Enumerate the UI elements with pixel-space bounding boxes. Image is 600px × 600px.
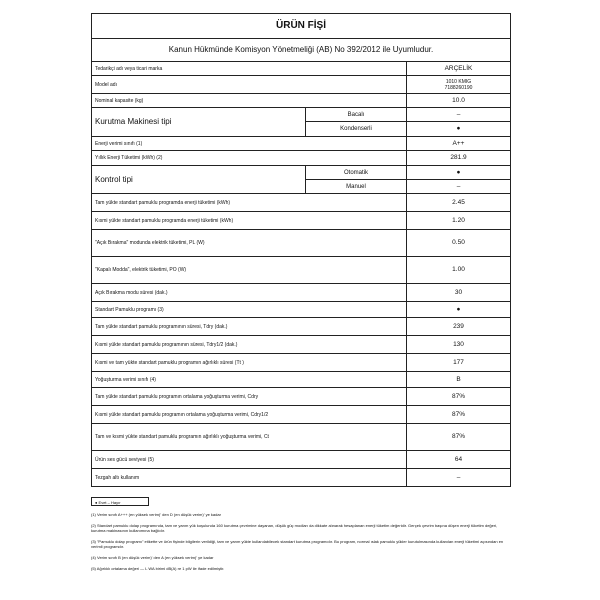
control-type-manual-value: –: [407, 180, 511, 194]
energy-class-label: Enerji verimi sınıfı (1): [92, 137, 407, 151]
annual-energy-value: 281.9: [407, 151, 511, 166]
footnote: (2) Standart pamuklu dolap programında, tam ve yarım yük koşulunda 160 kurutma çevrimine dayanan, düşük güç modları da dikkate alınarak hesaplanan enerji tüketim değeridir. Gerçek çevrim başına düşen enerji tüketim değeri, kurutma makinasının kullanımına bağlıdır.: [91, 523, 498, 533]
model-value: [407, 76, 511, 94]
energy-class-value: A++: [407, 137, 511, 151]
supplier-label: Tedarikçi adı veya ticari marka: [92, 62, 407, 76]
product-fiche: [91, 13, 510, 487]
control-type-auto-label: Otomatik: [306, 166, 407, 180]
partial-load-energy-value: 1.20: [407, 212, 511, 230]
full-load-condensation-label: Tam yükte standart pamuklu programın ortalama yoğuşturma verimi, Cdry: [92, 388, 407, 406]
standard-program-value: ●: [407, 302, 511, 318]
left-on-duration-value: 30: [407, 284, 511, 302]
control-type-auto-value: ●: [407, 166, 511, 180]
legend-box: ● Evet – Hayır: [91, 497, 149, 506]
partial-load-condensation-value: 87%: [407, 406, 511, 424]
full-load-time-label: Tam yükte standart pamuklu programının süresi, Tdry (dak.): [92, 318, 407, 336]
partial-load-energy-label: Kısmi yükte standart pamuklu programda enerji tüketimi (kWh): [92, 212, 407, 230]
left-on-duration-label: Açık Bırakma modu süresi (dak.): [92, 284, 407, 302]
fiche-table: [91, 13, 511, 487]
capacity-value: 10.0: [407, 94, 511, 108]
left-on-power-value: 0.50: [407, 230, 511, 257]
condensation-class-value: B: [407, 372, 511, 388]
partial-load-time-value: 130: [407, 336, 511, 354]
full-load-condensation-value: 87%: [407, 388, 511, 406]
model-code: 7188260190: [444, 84, 473, 91]
dryer-type-condenser-value: ●: [407, 122, 511, 137]
full-load-energy-label: Tam yükte standart pamuklu programda enerji tüketimi (kWh): [92, 194, 407, 212]
noise-level-value: 64: [407, 451, 511, 469]
supplier-value: ARÇELİK: [407, 62, 511, 76]
off-mode-power-value: 1.00: [407, 257, 511, 284]
footnote: (4) Verim sınıfı B (en düşük verim)' den A (en yüksek verim)' ye kadar: [91, 555, 214, 560]
dryer-type-label: Kurutma Makinesi tipi: [92, 108, 306, 137]
dryer-type-vented-label: Bacalı: [306, 108, 407, 122]
dryer-type-condenser-label: Kondenserli: [306, 122, 407, 137]
noise-level-label: Ürün ses gücü seviyesi (5): [92, 451, 407, 469]
full-load-energy-value: 2.45: [407, 194, 511, 212]
partial-load-time-label: Kısmi yükte standart pamuklu programının süresi, Tdry1/2 (dak.): [92, 336, 407, 354]
weighted-condensation-value: 87%: [407, 424, 511, 451]
footnotes: [91, 512, 510, 577]
standard-program-label: Standart Pamuklu programı (3): [92, 302, 407, 318]
left-on-power-label: "Açık Bırakma" modunda elektrik tüketimi, PL (W): [92, 230, 407, 257]
partial-load-condensation-label: Kısmi yükte standart pamuklu programın ortalama yoğuşturma verimi, Cdry1/2: [92, 406, 407, 424]
model-name: 1010 KMIG: [445, 78, 472, 85]
full-load-time-value: 239: [407, 318, 511, 336]
condensation-class-label: Yoğuşturma verimi sınıfı (4): [92, 372, 407, 388]
weighted-condensation-label: Tam ve kısmi yükte standart pamuklu programın ağırlıklı yoğuşturma verimi, Ct: [92, 424, 407, 451]
built-in-value: –: [407, 469, 511, 487]
weighted-time-label: Kısmi ve tam yükte standart pamuklu programın ağırlıklı süresi (Tt ): [92, 354, 407, 372]
off-mode-power-label: "Kapalı Modda", elektrik tüketimi, PO (W): [92, 257, 407, 284]
fiche-subtitle: Kanun Hükmünde Komisyon Yönetmeliği (AB) No 392/2012 ile Uyumludur.: [92, 39, 511, 62]
control-type-manual-label: Manuel: [306, 180, 407, 194]
fiche-title: ÜRÜN FİŞİ: [92, 14, 511, 39]
dryer-type-vented-value: –: [407, 108, 511, 122]
model-label: Model adı: [92, 76, 407, 94]
capacity-label: Nominal kapasite (kg): [92, 94, 407, 108]
footnote: (1) Verim sınıfı A+++ (en yüksek verim)' den D (en düşük verim)' ye kadar: [91, 512, 221, 517]
footnote: (3) "Pamuklu dolap programı" etikette ve ürün fişinde bilgilerin verildiği, tam ve yarım yükte kullanılabilecek standart kurutma programıdır. Bu program, normal ıslak pamuklu yükler kurutulmasında kullanılan enerji tüketimi açısından en verimli programdır.: [91, 539, 504, 549]
control-type-label: Kontrol tipi: [92, 166, 306, 194]
annual-energy-label: Yıllık Enerji Tüketimi (kWh) (2): [92, 151, 407, 166]
built-in-label: Tezgah altı kullanım: [92, 469, 407, 487]
footnote: (5) Ağırlıklı ortalama değeri — L WA birimi dB(A) re 1 pW ile ifade edilmiştir.: [91, 566, 225, 571]
weighted-time-value: 177: [407, 354, 511, 372]
